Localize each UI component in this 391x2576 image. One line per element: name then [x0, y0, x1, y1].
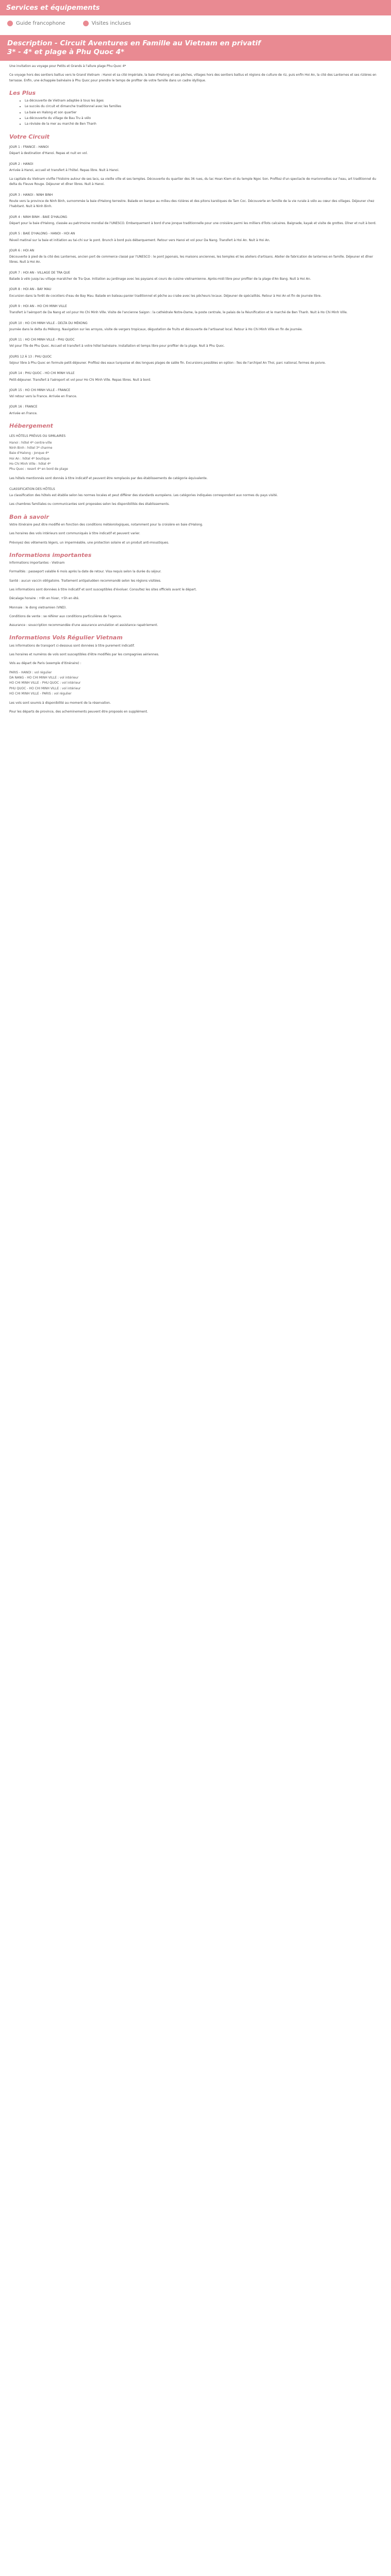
circuit-title: Votre Circuit [9, 133, 50, 140]
day-text: Découverte à pied de la cité des Lanternes, ancien port de commerce classé par l'UNESCO : le pont japonais, les maisons anciennes, les temples et les ateliers d'artisans. Atelier de fabrication de lanternes en famille. Déjeuner et dîner libres. Nuit à Hoi An. [9, 255, 373, 264]
hotel-line: Ninh Binh : hôtel 3* charme [9, 446, 53, 450]
features-title: Les Plus [9, 89, 36, 96]
day-text: Balade à vélo jusqu'au village maraîcher de Tra Que. Initiation au jardinage avec les paysans et cours de cuisine vietnamienne. Après-midi libre pour profiter de la plage d'An Bang. Nuit à Hoi An. [9, 277, 311, 281]
day-text: Départ pour la baie d'Halong, classée au patrimoine mondial de l'UNESCO. Embarquement à bord d'une jonque traditionnelle pour une croisière parmi les milliers d'îlots calcaires. Baignade, kayak et visite de grottes. Dîner et nuit à bord. [9, 221, 377, 225]
guide-label: Guide francophone [16, 20, 66, 26]
intro-p1: Une invitation au voyage pour Petits et Grands à l'allure plage Phu Quoc 4* [9, 64, 126, 68]
day-title: JOUR 4 : NINH BINH - BAIE D'HALONG [9, 215, 68, 219]
flight-line: HO CHI MINH VILLE - PARIS : vol régulier [9, 691, 72, 696]
day-title: JOUR 11 : HO CHI MINH VILLE - PHU QUOC [9, 338, 75, 342]
day-text: Petit-déjeuner. Transfert à l'aéroport et vol pour Ho Chi Minh Ville. Repas libres. Nuit à bord. [9, 378, 151, 382]
day-title: JOUR 9 : HOI AN - HO CHI MINH VILLE [9, 304, 67, 308]
day-text: Réveil matinal sur la baie et initiation au tai-chi sur le pont. Brunch à bord puis débarquement. Retour vers Hanoi et vol pour Da Nang. Transfert à Hoi An. Nuit à Hoi An. [9, 238, 270, 242]
day-text: Excursion dans la forêt de cocotiers d'eau de Bay Mau. Balade en bateau-panier traditionnel et pêche au crabe avec les pêcheurs locaux. Déjeuner de spécialités. Retour à Hoi An et fin de journée libre. [9, 294, 322, 298]
hotel-line: Hoi An : hôtel 4* boutique [9, 456, 50, 461]
day-title: JOUR 1 : FRANCE - HANOI [9, 145, 49, 149]
day-text: La capitale du Vietnam vivifie l'histoire autour de ses lacs, sa vieille ville et ses temples. Découverte du quartier des 36 rues, du lac Hoan Kiem et du temple Ngoc Son. Profitez d'un spectacle de marionnettes sur l'eau, art traditionnel du delta du Fleuve Rouge. Déjeuner et dîner libres. Nuit à Hanoi. [9, 177, 377, 187]
day-title: JOUR 5 : BAIE D'HALONG - HANOI - HOI AN [9, 232, 75, 236]
flights-p5: Pour les départs de province, des acheminements peuvent être proposés en supplément. [9, 710, 148, 714]
hotel-line: Baie d'Halong : jonque 4* [9, 451, 49, 455]
feature-item: • La découverte du village de Bau Tru à vélo [25, 116, 382, 121]
services-title: Services et équipements [6, 4, 100, 12]
infos-p7: Conditions de vente : se référer aux conditions particulières de l'agence. [9, 614, 122, 618]
day-title: JOUR 6 : HOI AN [9, 248, 35, 252]
flight-line: PARIS - HANOI : vol régulier [9, 670, 52, 674]
day-text: Arrivée en France. [9, 411, 38, 415]
infos-p5: Décalage horaire : +6h en hiver, +5h en été. [9, 597, 79, 601]
features-list [9, 98, 382, 127]
intro [9, 64, 382, 83]
day-text: Vol pour l'île de Phu Quoc. Accueil et transfert à votre hôtel balnéaire. Installation et temps libre pour profiter de la plage. Nuit à Phu Quoc. [9, 344, 225, 348]
infos-p1: Informations importantes - Vietnam [9, 561, 65, 565]
links-row [0, 15, 391, 31]
flights-p2: Les horaires et numéros de vols sont susceptibles d'être modifiés par les compagnies aériennes. [9, 653, 159, 657]
flight-line: PHU QUOC - HO CHI MINH VILLE : vol intérieur [9, 686, 81, 690]
flights-p3: Vols au départ de Paris (exemple d'itinéraire) : [9, 662, 82, 666]
day-text: Séjour libre à Phu Quoc en formule petit-déjeuner. Profitez des eaux turquoise et des longues plages de sable fin. Excursions possibles en option : îles de l'archipel An Thoi, parc national, fermes de poivre. [9, 361, 326, 365]
infos-p8: Assurance : souscription recommandée d'une assurance annulation et assistance rapatriement. [9, 623, 158, 628]
feature-item: • La baie en Halong et son quartier [25, 110, 382, 115]
day-title: JOUR 15 : HO CHI MINH VILLE - FRANCE [9, 388, 71, 392]
hotel-line: Ho Chi Minh Ville : hôtel 4* [9, 462, 51, 466]
guide-icon [7, 21, 13, 26]
infos-p6: Monnaie : le dong vietnamien (VND). [9, 605, 67, 609]
hotels-subtitle: LES HÔTELS PRÉVUS OU SIMILAIRES [9, 434, 66, 438]
description-header [0, 35, 391, 61]
services-bar [0, 0, 391, 15]
hotels-list [9, 440, 382, 472]
class-p1: La classification des hôtels est établie selon les normes locales et peut différer des standards européens. Les catégories indiquées correspondent aux normes du pays visité. [9, 494, 278, 498]
bonasavoir-title: Bon à savoir [9, 513, 49, 520]
hotel-line: Phu Quoc : resort 4* en bord de plage [9, 467, 68, 471]
day-title: JOUR 14 : PHU QUOC - HO CHI MINH VILLE [9, 371, 75, 376]
flight-line: HO CHI MINH VILLE - PHU QUOC : vol intérieur [9, 681, 81, 685]
title-line-1: Description - Circuit Aventures en Famille au Vietnam en privatif [7, 39, 261, 47]
infos-title: Informations importantes [9, 551, 92, 558]
class-title: CLASSIFICATION DES HÔTELS [9, 487, 55, 491]
flight-line: DA NANG - HO CHI MINH VILLE : vol intérieur [9, 675, 79, 680]
flights-title: Informations Vols Régulier Vietnam [9, 634, 123, 641]
intro-p2: Ce voyage hors des sentiers battus vers le Grand Vietnam : Hanoi et sa cité Impériale, la baie d'Halong et ses pêches, villages hors des sentiers battus et régions de culture de riz, puis enfin Hoi An, la cité des Lanternes et ses rizières en terrasse. Enfin, une échappée balnéaire à Phu Quoc pour prendre le temps de profiter de votre famille dans un cadre idyllique. [9, 73, 377, 82]
class-p2: Les chambres familiales ou communicantes sont proposées selon les disponibilités des établissements. [9, 502, 170, 506]
day-title: JOUR 2 : HANOI [9, 162, 34, 166]
flights-p1: Les informations de transport ci-dessous sont données à titre purement indicatif. [9, 643, 135, 648]
bonasavoir-p1: Votre itinéraire peut être modifié en fonction des conditions météorologiques, notamment pour la croisière en baie d'Halong. [9, 522, 203, 527]
visits-link[interactable] [83, 21, 131, 26]
hotel-line: Hanoi : hôtel 4* centre-ville [9, 440, 52, 445]
circuit-days [9, 145, 382, 416]
content [0, 61, 391, 715]
day-title: JOURS 12 À 13 : PHU QUOC [9, 354, 52, 359]
day-title: JOUR 7 : HOI AN - VILLAGE DE TRA QUE [9, 270, 70, 275]
flights-list [9, 670, 382, 697]
day-text: Transfert à l'aéroport de Da Nang et vol pour Ho Chi Minh Ville. Visite de l'ancienne Saigon : la cathédrale Notre-Dame, la poste centrale, le palais de la Réunification et le marché de Ben Thanh. Nuit à Ho Chi Minh Ville. [9, 311, 348, 315]
day-title: JOUR 16 : FRANCE [9, 405, 38, 409]
day-text: Arrivée à Hanoi, accueil et transfert à l'hôtel. Repas libre. Nuit à Hanoi. [9, 168, 120, 172]
infos-p3: Santé : aucun vaccin obligatoire. Traitement antipaludéen recommandé selon les régions visitées. [9, 579, 161, 583]
description-title [7, 39, 384, 57]
day-title: JOUR 10 : HO CHI MINH VILLE - DELTA DU MÉKONG [9, 321, 88, 325]
visits-label: Visites incluses [91, 20, 131, 26]
day-text: Route vers la province de Ninh Binh, surnommée la baie d'Halong terrestre. Balade en barque au milieu des rizières et des pitons karstiques de Tam Coc. Découverte en famille de la vie rurale à vélo au cœur des villages. Déjeuner chez l'habitant. Nuit à Ninh Binh. [9, 199, 374, 209]
day-title: JOUR 3 : HANOI - NINH BINH [9, 193, 53, 197]
bonasavoir-p2: Les horaires des vols intérieurs sont communiqués à titre indicatif et peuvent varier. [9, 532, 140, 536]
guide-link[interactable] [7, 21, 66, 26]
feature-item: • La découverte de Vietnam adaptée à tous les âges [25, 98, 382, 104]
feature-item: • La révisée de la mer au marché de Ben Thanh [25, 122, 382, 127]
day-text: Journée dans le delta du Mékong. Navigation sur les arroyos, visite de vergers tropicaux, dégustation de fruits et découverte de l'artisanat local. Retour à Ho Chi Minh Ville en fin de journée. [9, 327, 303, 331]
hotels-note: Les hôtels mentionnés sont donnés à titre indicatif et peuvent être remplacés par des établissements de catégorie équivalente. [9, 477, 208, 481]
flights-p4: Les vols sont soumis à disponibilité au moment de la réservation. [9, 701, 111, 705]
bonasavoir-p3: Prévoyez des vêtements légers, un imperméable, une protection solaire et un produit anti-moustiques. [9, 540, 169, 545]
infos-p4: Les informations sont données à titre indicatif et sont susceptibles d'évoluer. Consultez les sites officiels avant le départ. [9, 588, 197, 591]
infos-p2: Formalités : passeport valable 6 mois après la date de retour. Visa requis selon la durée du séjour. [9, 570, 161, 574]
day-title: JOUR 8 : HOI AN - BAY MAU [9, 287, 52, 292]
day-text: Vol retour vers la France. Arrivée en France. [9, 395, 77, 399]
feature-item: • Le succès du circuit et dimanche traditionnel avec les familles [25, 104, 382, 109]
hotels-title: Hébergement [9, 422, 53, 430]
title-line-2: 3* - 4* et plage à Phu Quoc 4* [7, 48, 124, 56]
visits-icon [83, 21, 89, 26]
day-text: Départ à destination d'Hanoi. Repas et nuit en vol. [9, 151, 88, 156]
